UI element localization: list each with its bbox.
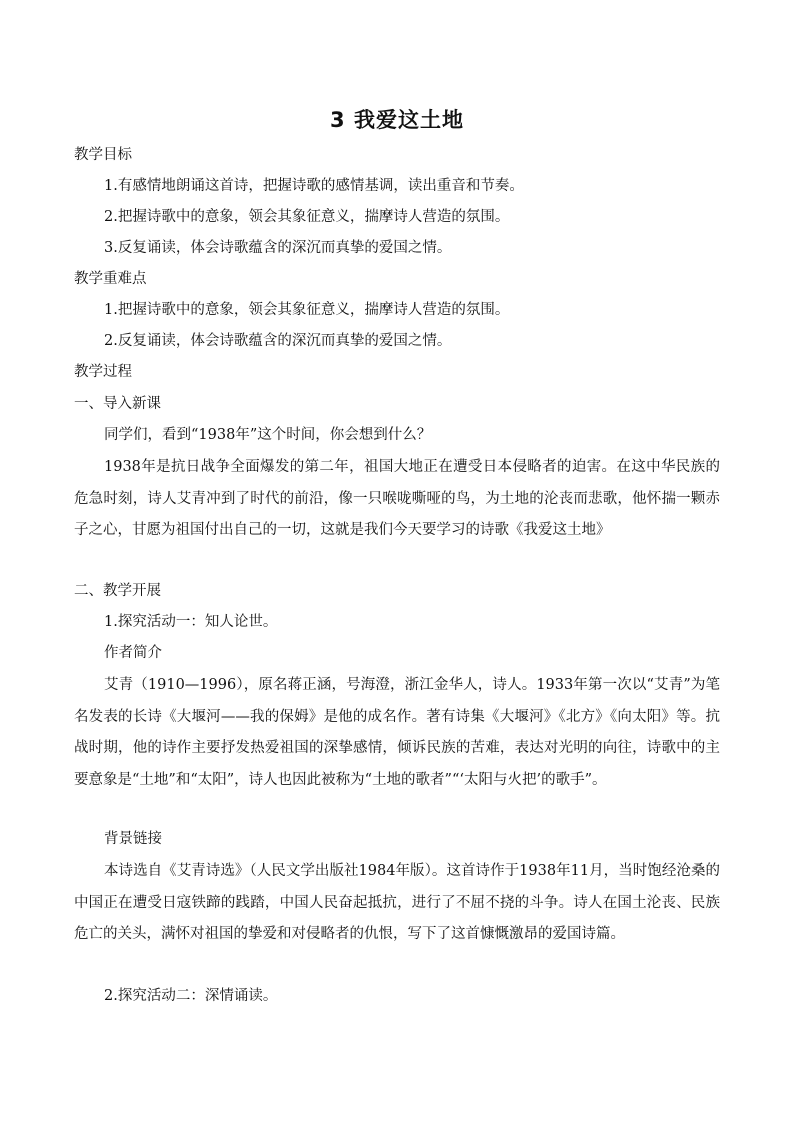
section-heading: 一、导入新课 [74, 396, 161, 412]
process-heading: 教学过程 [74, 364, 132, 380]
key-point-item: 1.把握诗歌中的意象，领会其象征意义，揣摩诗人营造的氛围。 [104, 302, 510, 318]
subsection-heading: 背景链接 [104, 831, 162, 847]
subsection-heading: 作者简介 [104, 645, 162, 661]
section-heading: 二、教学开展 [74, 583, 161, 599]
background-paragraph: 本诗选自《艾青诗选》（人民文学出版社1984年版）。这首诗作于1938年11月，当时饱经沧桑的中国正在遭受日寇铁蹄的践踏，中国人民奋起抵抗，进行了不屈不挠的斗争。诗人在国土沦丧、民族危亡的关头，满怀对祖国的挚爱和对侵略者的仇恨，写下了这首慷慨激昂的爱国诗篇。 [74, 863, 720, 942]
objective-item: 2.把握诗歌中的意象，领会其象征意义，揣摩诗人营造的氛围。 [104, 209, 510, 225]
key-point-item: 2.反复诵读，体会诗歌蕴含的深沉而真挚的爱国之情。 [104, 333, 452, 349]
activity-item: 1.探究活动一：知人论世。 [104, 614, 278, 630]
key-points-heading: 教学重难点 [74, 271, 147, 287]
intro-paragraph: 1938年是抗日战争全面爆发的第二年，祖国大地正在遭受日本侵略者的迫害。在这中华民族的危急时刻，诗人艾青冲到了时代的前沿，像一只喉咙嘶哑的鸟，为土地的沦丧而悲歌，他怀揣一颗赤子之心，甘愿为祖国付出自己的一切，这就是我们今天要学习的诗歌《我爱这土地》 [74, 459, 720, 538]
activity-item: 2.探究活动二：深情诵读。 [104, 988, 278, 1004]
intro-question: 同学们，看到“1938年”这个时间，你会想到什么？ [104, 427, 432, 443]
author-paragraph: 艾青（1910—1996），原名蒋正涵，号海澄，浙江金华人，诗人。1933年第一次以“艾青”为笔名发表的长诗《大堰河——我的保姆》是他的成名作。著有诗集《大堰河》《北方》《向太阳》等。抗战时期，他的诗作主要抒发热爱祖国的深挚感情，倾诉民族的苦难，表达对光明的向往，诗歌中的主要意象是“土地”和“太阳”，诗人也因此被称为“土地的歌者”“‘太阳与火把’的歌手”。 [74, 677, 720, 788]
objectives-heading: 教学目标 [74, 147, 132, 163]
objective-item: 3.反复诵读，体会诗歌蕴含的深沉而真挚的爱国之情。 [104, 240, 452, 256]
objective-item: 1.有感情地朗诵这首诗，把握诗歌的感情基调，读出重音和节奏。 [104, 178, 524, 194]
page-title: 3 我爱这土地 [330, 108, 464, 132]
